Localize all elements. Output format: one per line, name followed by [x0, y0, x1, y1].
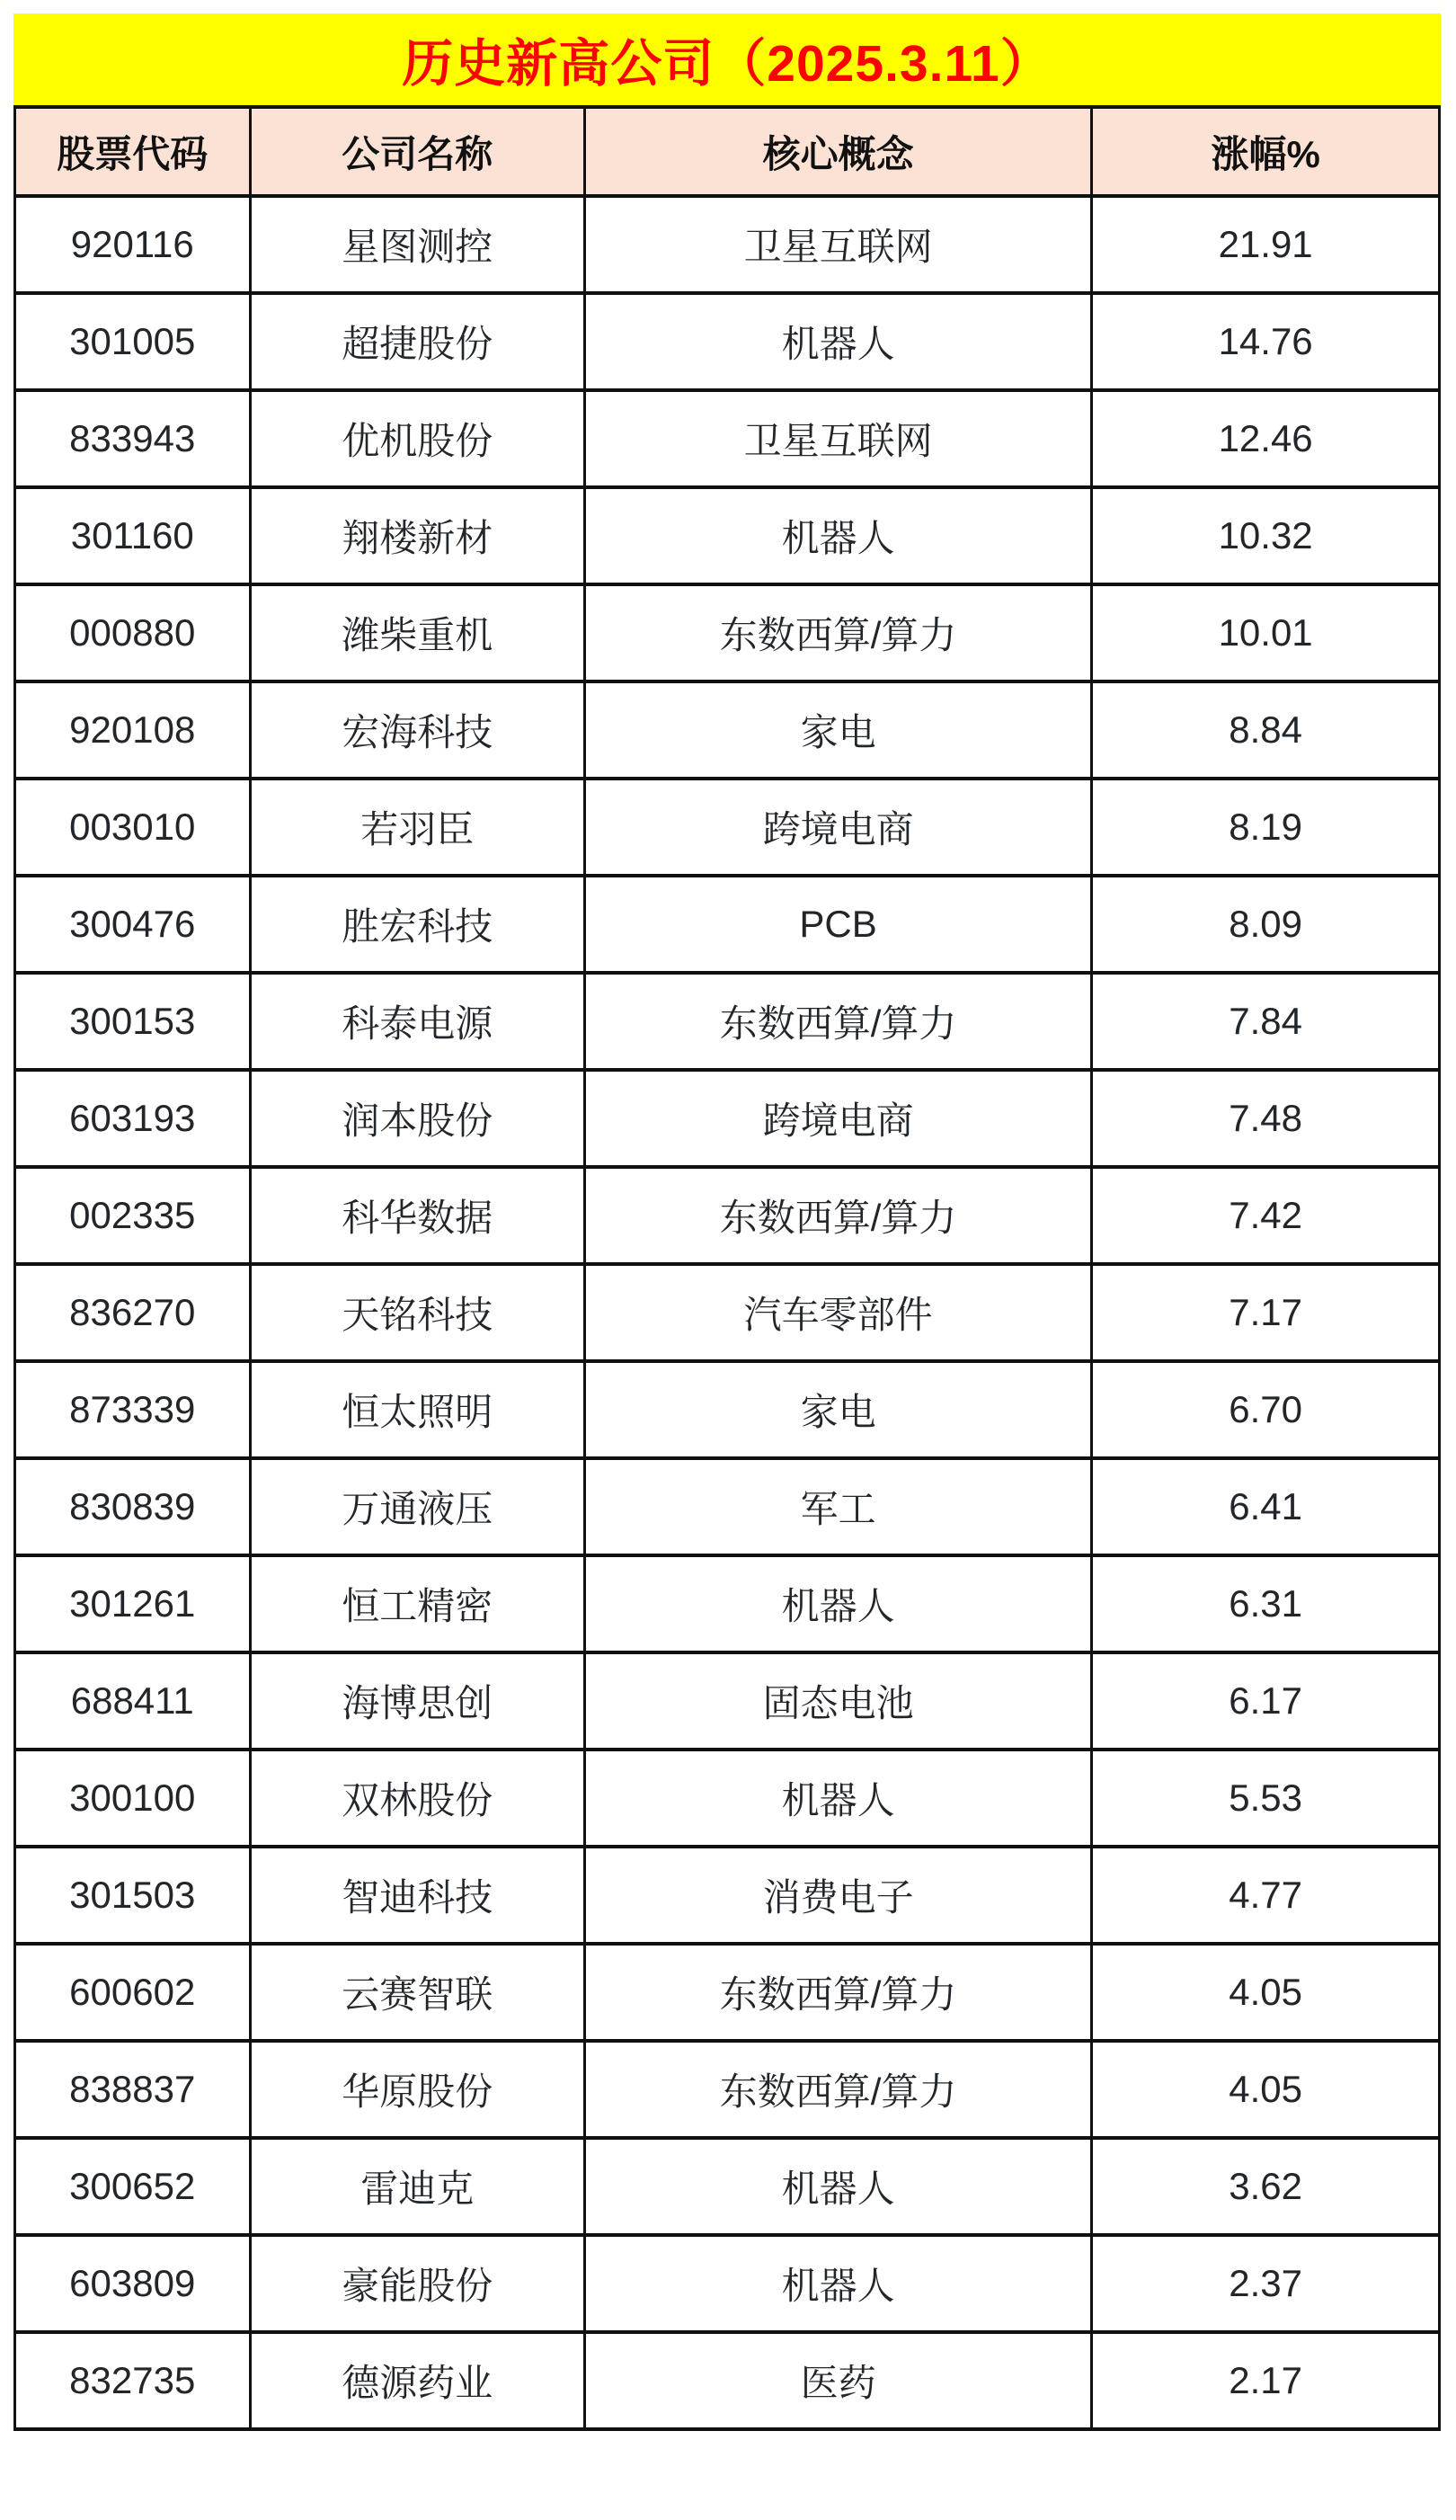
- change-percent-cell: 6.70: [1092, 1361, 1440, 1458]
- company-name-cell: 云赛智联: [250, 1944, 584, 2041]
- change-percent-cell: 8.84: [1092, 681, 1440, 779]
- change-percent-cell: 8.09: [1092, 876, 1440, 973]
- table-row: [15, 876, 1440, 973]
- stock-code-cell: 300652: [15, 2138, 251, 2235]
- core-concept-cell: 机器人: [584, 1750, 1091, 1847]
- change-percent-cell: 10.32: [1092, 487, 1440, 584]
- change-percent-cell: 12.46: [1092, 390, 1440, 487]
- table-row: [15, 1555, 1440, 1652]
- col-header-change-percent: 涨幅%: [1092, 107, 1440, 196]
- company-name-cell: 润本股份: [250, 1070, 584, 1167]
- change-percent-cell: 21.91: [1092, 196, 1440, 293]
- core-concept-cell: 东数西算/算力: [584, 2041, 1091, 2138]
- company-name-cell: 胜宏科技: [250, 876, 584, 973]
- change-percent-cell: 10.01: [1092, 584, 1440, 681]
- core-concept-cell: 机器人: [584, 2138, 1091, 2235]
- stock-code-cell: 832735: [15, 2332, 251, 2429]
- table-row: [15, 2235, 1440, 2332]
- core-concept-cell: 机器人: [584, 293, 1091, 390]
- change-percent-cell: 14.76: [1092, 293, 1440, 390]
- change-percent-cell: 6.17: [1092, 1652, 1440, 1750]
- core-concept-cell: 机器人: [584, 2235, 1091, 2332]
- stock-code-cell: 830839: [15, 1458, 251, 1555]
- stock-code-cell: 836270: [15, 1264, 251, 1361]
- core-concept-cell: 东数西算/算力: [584, 973, 1091, 1070]
- table-row: [15, 1652, 1440, 1750]
- stock-code-cell: 301160: [15, 487, 251, 584]
- company-name-cell: 豪能股份: [250, 2235, 584, 2332]
- table-header-row: [15, 107, 1440, 196]
- core-concept-cell: 东数西算/算力: [584, 1167, 1091, 1264]
- company-name-cell: 智迪科技: [250, 1847, 584, 1944]
- core-concept-cell: 军工: [584, 1458, 1091, 1555]
- change-percent-cell: 5.53: [1092, 1750, 1440, 1847]
- change-percent-cell: 2.37: [1092, 2235, 1440, 2332]
- page-container: [13, 13, 1441, 2431]
- company-name-cell: 翔楼新材: [250, 487, 584, 584]
- table-row: [15, 1361, 1440, 1458]
- stock-code-cell: 300100: [15, 1750, 251, 1847]
- stock-code-cell: 603809: [15, 2235, 251, 2332]
- stock-code-cell: 300153: [15, 973, 251, 1070]
- core-concept-cell: PCB: [584, 876, 1091, 973]
- core-concept-cell: 消费电子: [584, 1847, 1091, 1944]
- core-concept-cell: 跨境电商: [584, 779, 1091, 876]
- stock-code-cell: 600602: [15, 1944, 251, 2041]
- company-name-cell: 超捷股份: [250, 293, 584, 390]
- core-concept-cell: 跨境电商: [584, 1070, 1091, 1167]
- stock-code-cell: 873339: [15, 1361, 251, 1458]
- company-name-cell: 万通液压: [250, 1458, 584, 1555]
- change-percent-cell: 7.42: [1092, 1167, 1440, 1264]
- table-row: [15, 584, 1440, 681]
- col-header-company-name: 公司名称: [250, 107, 584, 196]
- company-name-cell: 宏海科技: [250, 681, 584, 779]
- table-row: [15, 1458, 1440, 1555]
- table-row: [15, 1167, 1440, 1264]
- table-row: [15, 2041, 1440, 2138]
- company-name-cell: 双林股份: [250, 1750, 584, 1847]
- change-percent-cell: 6.41: [1092, 1458, 1440, 1555]
- core-concept-cell: 东数西算/算力: [584, 584, 1091, 681]
- change-percent-cell: 4.77: [1092, 1847, 1440, 1944]
- table-row: [15, 681, 1440, 779]
- stock-code-cell: 301261: [15, 1555, 251, 1652]
- stock-code-cell: 920108: [15, 681, 251, 779]
- change-percent-cell: 7.48: [1092, 1070, 1440, 1167]
- company-name-cell: 优机股份: [250, 390, 584, 487]
- core-concept-cell: 东数西算/算力: [584, 1944, 1091, 2041]
- core-concept-cell: 汽车零部件: [584, 1264, 1091, 1361]
- core-concept-cell: 家电: [584, 1361, 1091, 1458]
- stock-code-cell: 688411: [15, 1652, 251, 1750]
- company-name-cell: 科华数据: [250, 1167, 584, 1264]
- table-row: [15, 293, 1440, 390]
- stock-code-cell: 000880: [15, 584, 251, 681]
- company-name-cell: 若羽臣: [250, 779, 584, 876]
- change-percent-cell: 3.62: [1092, 2138, 1440, 2235]
- company-name-cell: 德源药业: [250, 2332, 584, 2429]
- table-row: [15, 973, 1440, 1070]
- page-title: 历史新高公司（2025.3.11）: [402, 35, 1052, 93]
- company-name-cell: 海博思创: [250, 1652, 584, 1750]
- change-percent-cell: 4.05: [1092, 1944, 1440, 2041]
- company-name-cell: 潍柴重机: [250, 584, 584, 681]
- table-row: [15, 1070, 1440, 1167]
- change-percent-cell: 4.05: [1092, 2041, 1440, 2138]
- core-concept-cell: 机器人: [584, 487, 1091, 584]
- stock-code-cell: 603193: [15, 1070, 251, 1167]
- stock-code-cell: 300476: [15, 876, 251, 973]
- col-header-core-concept: 核心概念: [584, 107, 1091, 196]
- table-row: [15, 779, 1440, 876]
- change-percent-cell: 6.31: [1092, 1555, 1440, 1652]
- company-name-cell: 恒太照明: [250, 1361, 584, 1458]
- table-title-bar: [13, 13, 1441, 105]
- table-row: [15, 1264, 1440, 1361]
- stock-code-cell: 838837: [15, 2041, 251, 2138]
- table-row: [15, 2138, 1440, 2235]
- col-header-stock-code: 股票代码: [15, 107, 251, 196]
- change-percent-cell: 7.84: [1092, 973, 1440, 1070]
- core-concept-cell: 家电: [584, 681, 1091, 779]
- company-name-cell: 恒工精密: [250, 1555, 584, 1652]
- table-row: [15, 1847, 1440, 1944]
- stock-code-cell: 003010: [15, 779, 251, 876]
- table-row: [15, 2332, 1440, 2429]
- stock-table: [13, 105, 1441, 2431]
- core-concept-cell: 卫星互联网: [584, 196, 1091, 293]
- table-row: [15, 196, 1440, 293]
- table-row: [15, 487, 1440, 584]
- company-name-cell: 雷迪克: [250, 2138, 584, 2235]
- core-concept-cell: 机器人: [584, 1555, 1091, 1652]
- company-name-cell: 星图测控: [250, 196, 584, 293]
- change-percent-cell: 8.19: [1092, 779, 1440, 876]
- stock-code-cell: 833943: [15, 390, 251, 487]
- company-name-cell: 华原股份: [250, 2041, 584, 2138]
- core-concept-cell: 医药: [584, 2332, 1091, 2429]
- company-name-cell: 天铭科技: [250, 1264, 584, 1361]
- table-row: [15, 1750, 1440, 1847]
- core-concept-cell: 卫星互联网: [584, 390, 1091, 487]
- stock-code-cell: 920116: [15, 196, 251, 293]
- change-percent-cell: 2.17: [1092, 2332, 1440, 2429]
- stock-code-cell: 002335: [15, 1167, 251, 1264]
- table-row: [15, 390, 1440, 487]
- core-concept-cell: 固态电池: [584, 1652, 1091, 1750]
- change-percent-cell: 7.17: [1092, 1264, 1440, 1361]
- stock-code-cell: 301503: [15, 1847, 251, 1944]
- stock-code-cell: 301005: [15, 293, 251, 390]
- company-name-cell: 科泰电源: [250, 973, 584, 1070]
- table-row: [15, 1944, 1440, 2041]
